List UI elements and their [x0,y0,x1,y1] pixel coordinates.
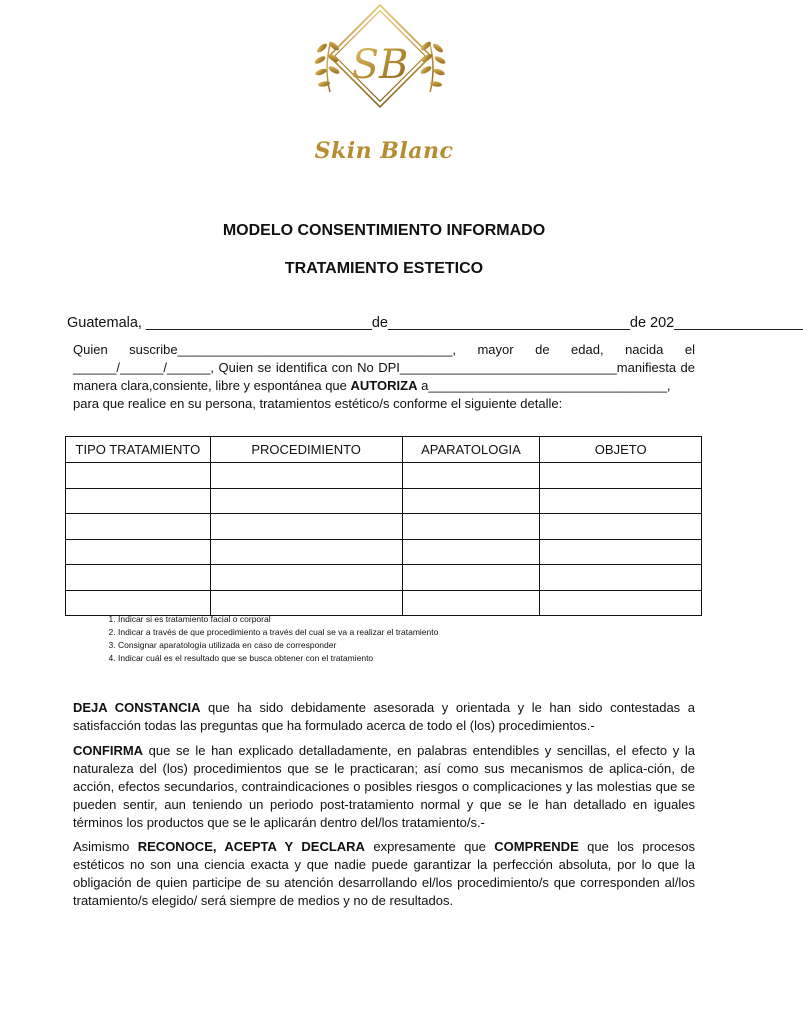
paragraph-text: que ha sido debidamente asesorada y orientada y le han sido contestadas a satisfacción todas las preguntas que ha formulado acerca de todo el (los) procedimientos.- [73,700,695,733]
table-cell[interactable] [66,539,211,565]
table-cell[interactable] [210,539,402,565]
note-item: 2. Indicar a través de que procedimiento a través del cual se va a realizar el tratamiento [118,626,718,639]
note-item: 1. Indicar si es tratamiento facial o corporal [118,613,718,626]
reconoce-paragraph [73,838,695,910]
document-subtitle: TRATAMIENTO ESTETICO [284,260,484,277]
table-row [66,488,702,514]
paragraph-text: Asimismo [73,839,138,854]
intro-text: Quien suscribe [73,342,178,357]
paragraph-text: que los procesos estéticos no son una ciencia exacta y que nadie puede garantizar la perfección absoluta, por lo que la obligación de quien participe de su atención desarrollando el/los procedimiento/s que corresponden al/los tratamiento/s elegido/ será siempre de medios y no de resultados. [73,839,696,908]
table-cell[interactable] [210,590,402,616]
year-blank[interactable]: ________________ [674,315,803,331]
month-blank[interactable]: ______________________________ [387,315,630,331]
city-label: Guatemala, [67,315,142,331]
table-cell[interactable] [210,463,402,489]
intro-text: , mayor de edad, nacida el [452,342,695,357]
table-cell[interactable] [210,565,402,591]
deja-constancia-paragraph [73,699,695,735]
intro-text: manifiesta de [616,360,695,375]
confirma-paragraph [73,742,695,832]
table-cell[interactable] [66,590,211,616]
table-cell[interactable] [402,488,540,514]
table-cell[interactable] [540,590,702,616]
note-item: 3. Consignar aparatología utilizada en caso de corresponder [118,639,718,652]
de-label-1: de [371,315,388,331]
intro-text: , [666,378,671,393]
intro-text: manera clara,consiente, libre y espontánea que [73,378,347,393]
col-tipo-tratamiento: TIPO TRATAMIENTO [66,437,211,463]
table-row [66,565,702,591]
date-line [67,315,803,331]
birthdate-blank[interactable]: ______/______/______ [73,360,211,375]
col-objeto: OBJETO [540,437,702,463]
table-row [66,539,702,565]
table-row [66,514,702,540]
table-cell[interactable] [402,514,540,540]
reconoce-label: RECONOCE, ACEPTA Y DECLARA [137,839,365,854]
table-notes [96,613,718,665]
day-blank[interactable]: ____________________________ [146,315,372,331]
treatment-table [65,436,702,616]
intro-last-line: para que realice en su persona, tratamientos estético/s conforme el siguiente detalle: [73,396,563,411]
confirma-label: CONFIRMA [73,743,144,758]
paragraph-text: que se le han explicado detalladamente, en palabras entendibles y sencillas, el efecto y la naturaleza del (los) procedimientos que se le practicaran; así como sus mecanismos de aplica-ción, de acción, efectos secundarios, contraindicaciones o posibles riesgos o complicaciones y las molestias que se pueden sentir, aun teniendo un periodo post-tratamiento normal y que se le han detallado en iguales términos los productos que se le aplicarán dentro del/los tratamiento/s.- [73,743,695,830]
table-cell[interactable] [210,514,402,540]
table-cell[interactable] [540,463,702,489]
intro-paragraph [73,341,695,413]
table-cell[interactable] [402,565,540,591]
logo-monogram: SB [351,42,409,88]
paragraph-text: expresamente que [364,839,495,854]
de-label-2: de 202 [629,315,675,331]
table-cell[interactable] [402,590,540,616]
table-cell[interactable] [210,488,402,514]
col-aparatologia: APARATOLOGIA [402,437,540,463]
table-cell[interactable] [540,539,702,565]
note-item: 4. Indicar cuál es el resultado que se busca obtener con el tratamiento [118,652,718,665]
deja-constancia-label: DEJA CONSTANCIA [73,700,201,715]
table-row [66,463,702,489]
table-cell[interactable] [66,565,211,591]
left-laurel-icon [314,40,341,92]
document-title: MODELO CONSENTIMIENTO INFORMADO [222,222,546,239]
brand-name: Skin Blanc [314,138,454,164]
table-cell[interactable] [402,539,540,565]
comprende-label: COMPRENDE [494,839,579,854]
table-cell[interactable] [540,565,702,591]
table-cell[interactable] [540,488,702,514]
name-blank[interactable]: ______________________________________ [177,342,453,357]
table-cell[interactable] [540,514,702,540]
right-laurel-icon [420,40,447,92]
table-cell[interactable] [66,488,211,514]
table-row [66,590,702,616]
col-procedimiento: PROCEDIMIENTO [210,437,402,463]
table-cell[interactable] [66,514,211,540]
autoriza-label: AUTORIZA [350,378,418,393]
table-header-row [66,437,702,463]
dpi-blank[interactable]: ______________________________ [399,360,617,375]
table-cell[interactable] [402,463,540,489]
table-cell[interactable] [66,463,211,489]
authorized-person-blank[interactable]: _________________________________ [428,378,667,393]
intro-text: a [421,378,429,393]
intro-text: , Quien se identifica con No DPI [210,360,400,375]
